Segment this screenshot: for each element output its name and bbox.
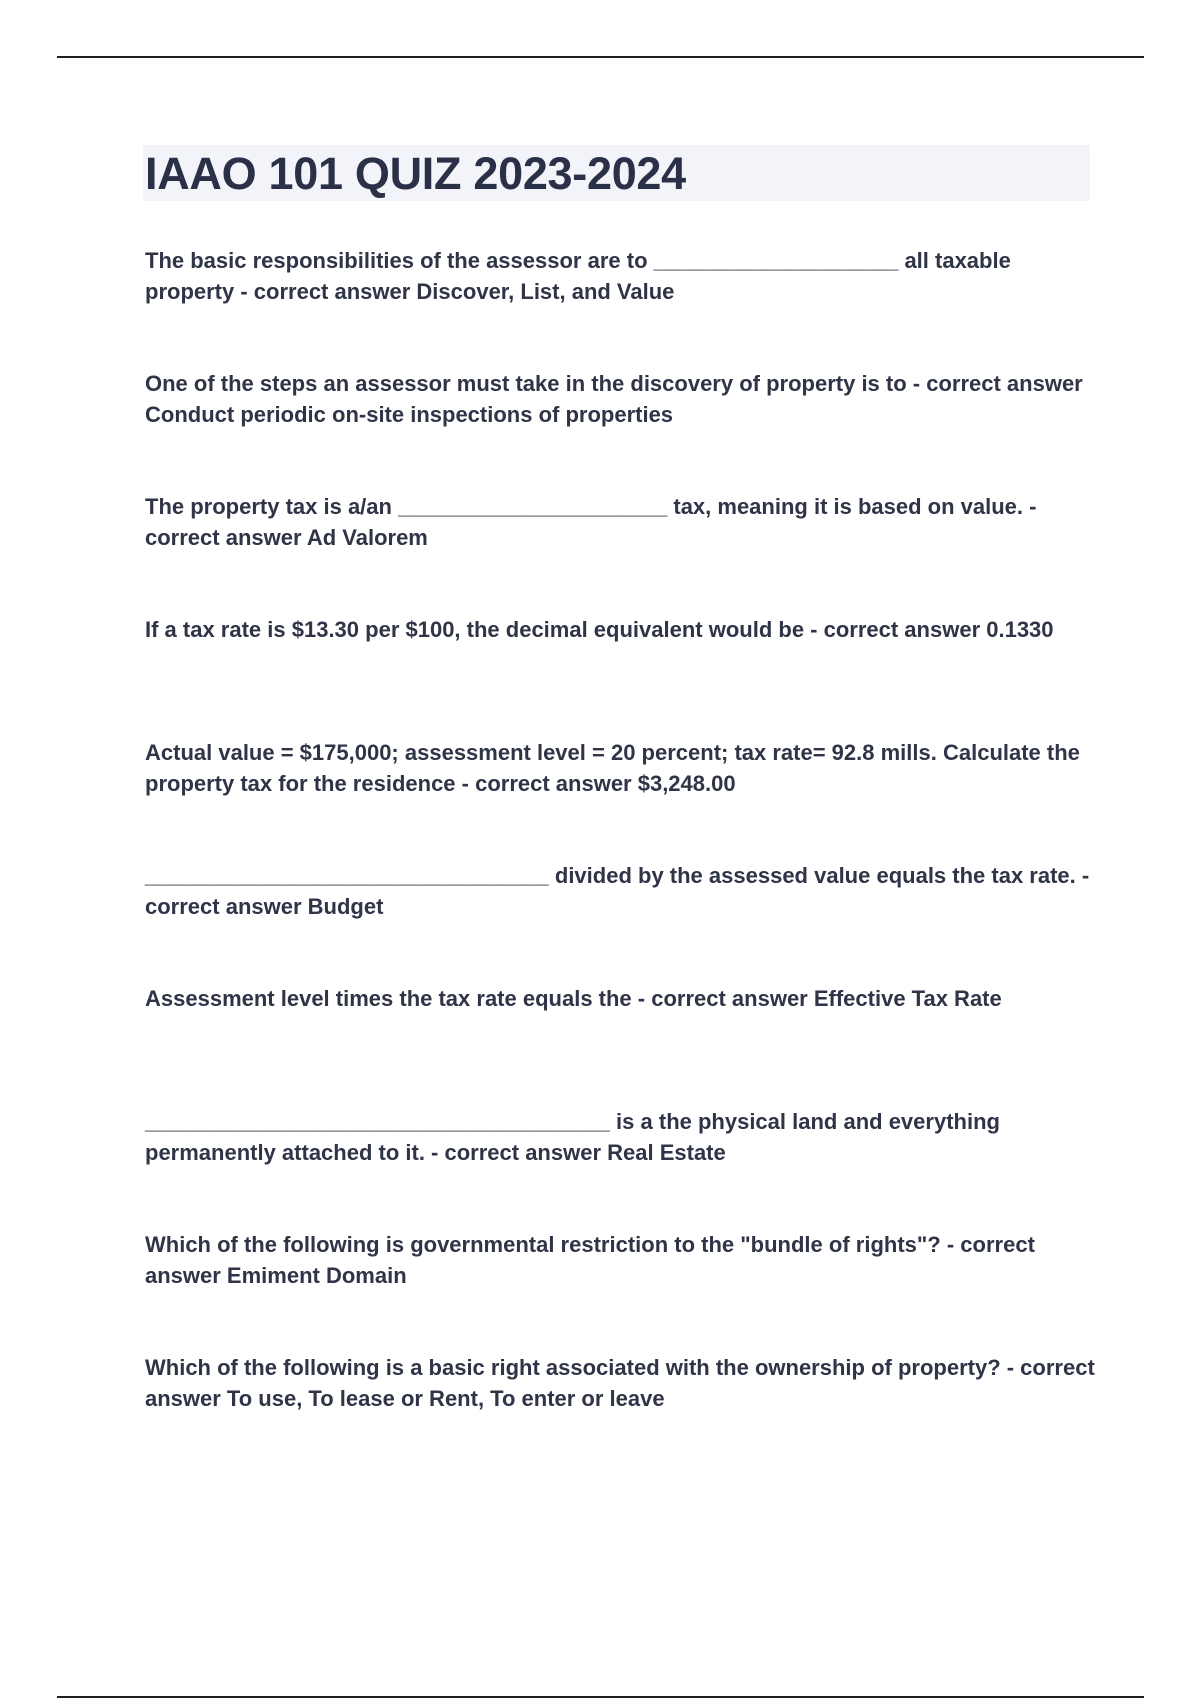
- question-item-5: Actual value = $175,000; assessment level = 20 percent; tax rate= 92.8 mills. Calculate the property tax for the residence - correct answer $3,248.00: [145, 740, 1080, 796]
- question-item-3: The property tax is a/an ______________________ tax, meaning it is based on value. - correct answer Ad Valorem: [145, 494, 1037, 550]
- question-item-10: Which of the following is a basic right associated with the ownership of property? - correct answer To use, To lease or Rent, To enter or leave: [145, 1355, 1095, 1411]
- bottom-divider: [57, 1696, 1144, 1698]
- question-item-2: One of the steps an assessor must take in the discovery of property is to - correct answer Conduct periodic on-site inspections of properties: [145, 371, 1083, 427]
- question-list: [145, 245, 1095, 1475]
- question-item-1: The basic responsibilities of the assessor are to ____________________ all taxable property - correct answer Discover, List, and Value: [145, 248, 1011, 304]
- document-title: IAAO 101 QUIZ 2023-2024: [145, 148, 686, 199]
- question-item-8: ______________________________________ is a the physical land and everything permanently attached to it. - correct answer Real Estate: [145, 1109, 1000, 1165]
- question-item-6: _________________________________ divided by the assessed value equals the tax rate. - correct answer Budget: [145, 863, 1090, 919]
- question-item-9: Which of the following is governmental restriction to the "bundle of rights"? - correct answer Emiment Domain: [145, 1232, 1035, 1288]
- question-item-7: Assessment level times the tax rate equals the - correct answer Effective Tax Rate: [145, 986, 1002, 1011]
- top-divider: [57, 56, 1144, 58]
- question-item-4: If a tax rate is $13.30 per $100, the decimal equivalent would be - correct answer 0.1330: [145, 617, 1054, 642]
